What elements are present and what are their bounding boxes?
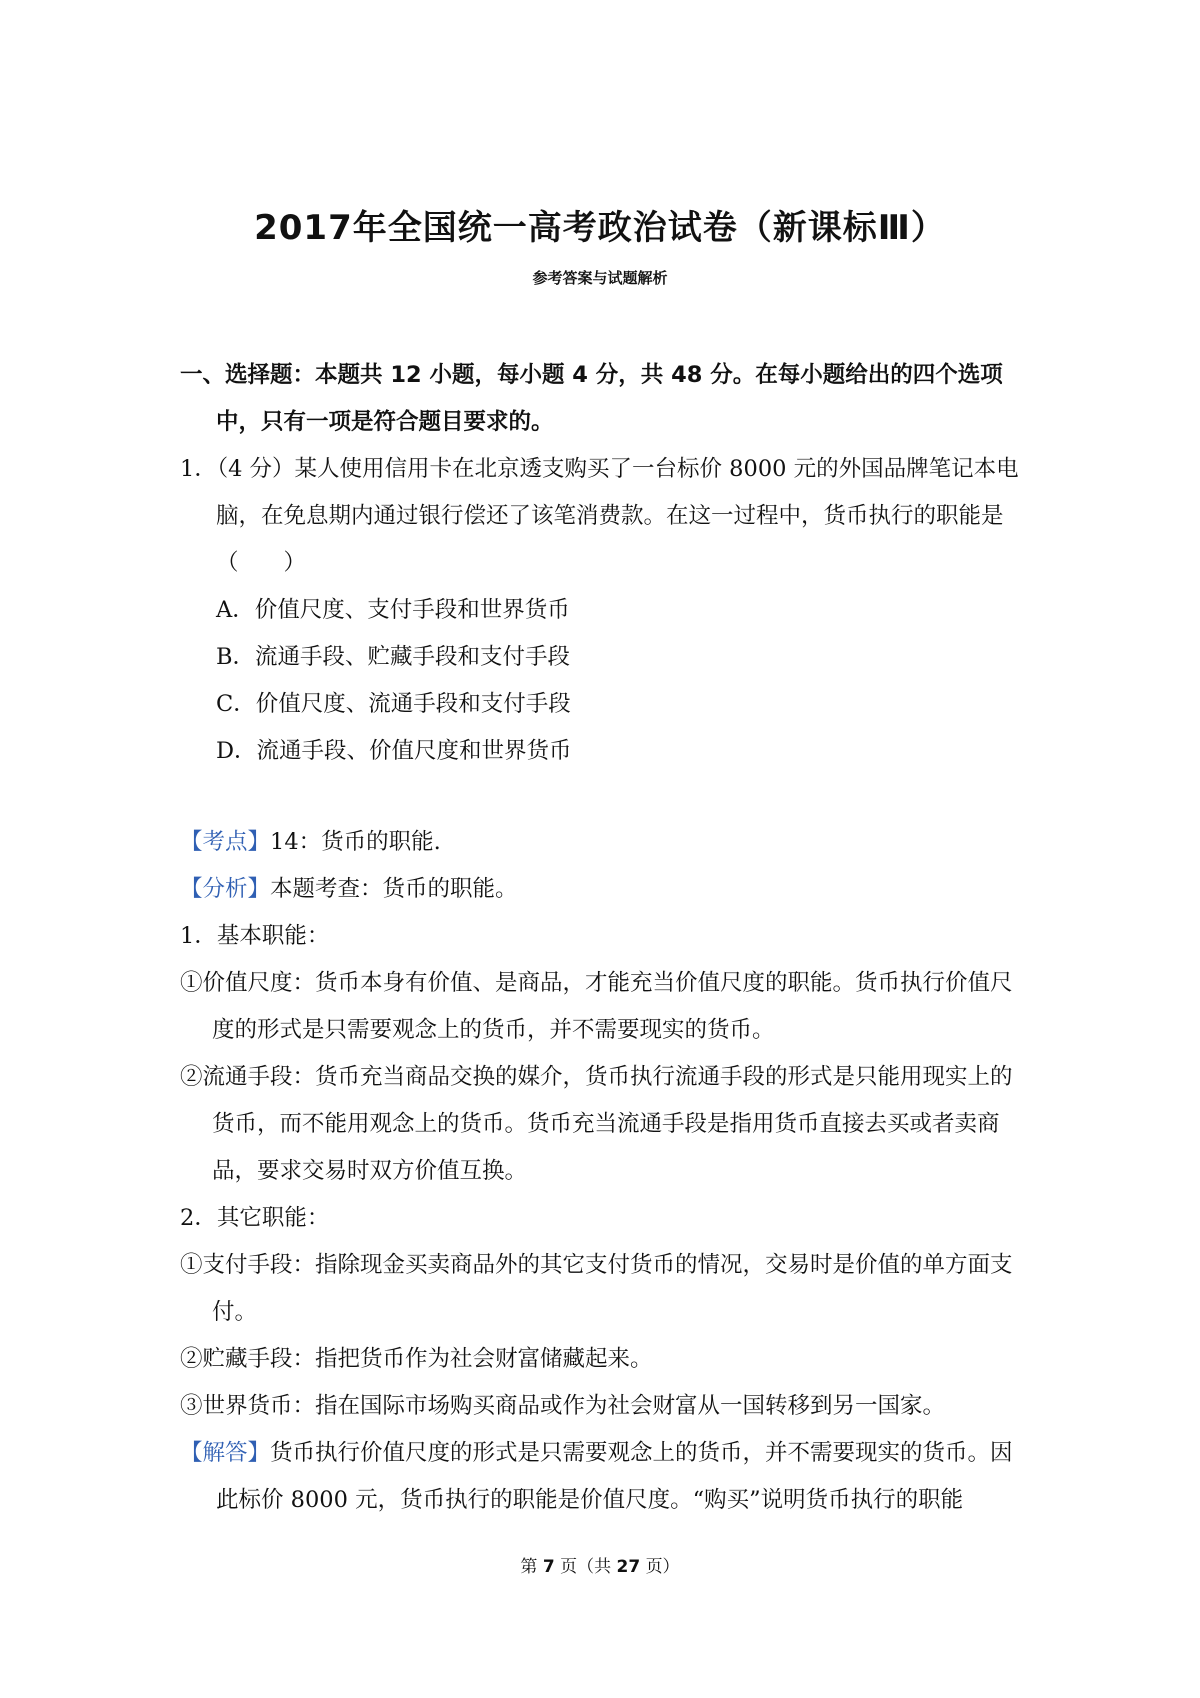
spacer: [180, 775, 1026, 819]
footer-suffix: 页）: [645, 1557, 680, 1577]
footer-total-pages: 27: [616, 1557, 641, 1577]
other-item-world-money: ③世界货币：指在国际市场购买商品或作为社会财富从一国转移到另一国家。: [180, 1393, 946, 1419]
fenxi-line: [180, 866, 1026, 913]
basic-heading: 1．基本职能：: [180, 923, 330, 949]
other-item-payment: ①支付手段：指除现金买卖商品外的其它支付货币的情况，交易时是价值的单方面支付。: [180, 1252, 1013, 1325]
option-d: D．流通手段、价值尺度和世界货币: [216, 738, 572, 764]
basic-item-circulation: ②流通手段：货币充当商品交换的媒介，货币执行流通手段的形式是只能用现实上的货币，而不能用观念上的货币。货币充当流通手段是指用货币直接去买或者卖商品，要求交易时双方价值互换。: [180, 1064, 1013, 1184]
other-heading: 2．其它职能：: [180, 1205, 330, 1231]
page-subtitle: 参考答案与试题解析: [532, 269, 668, 287]
footer-page-number: 7: [542, 1557, 555, 1577]
fenxi-tag: 【分析】: [180, 876, 271, 902]
option-b: B．流通手段、贮藏手段和支付手段: [216, 644, 571, 670]
section-heading: 一、选择题：本题共 12 小题，每小题 4 分，共 48 分。在每小题给出的四个选项中，只有一项是符合题目要求的。: [180, 362, 1003, 435]
document-body: [180, 352, 1026, 1524]
other-item-hoarding: ②贮藏手段：指把货币作为社会财富储藏起来。: [180, 1346, 653, 1372]
question-stem: 1．（4 分）某人使用信用卡在北京透支购买了一台标价 8000 元的外国品牌笔记本电脑，在免息期内通过银行偿还了该笔消费款。在这一过程中，货币执行的职能是（ ）: [180, 456, 1019, 576]
kaodian-text: 14：货币的职能.: [270, 829, 441, 855]
fenxi-text: 本题考查：货币的职能。: [270, 876, 518, 902]
kaodian-line: [180, 819, 1026, 866]
jieda-line: [180, 1430, 1026, 1524]
footer-middle: 页（共: [560, 1557, 612, 1577]
option-c: C．价值尺度、流通手段和支付手段: [216, 691, 571, 717]
option-a: A．价值尺度、支付手段和世界货币: [216, 597, 570, 623]
jieda-tag: 【解答】: [180, 1440, 271, 1466]
footer-prefix: 第: [520, 1557, 538, 1577]
kaodian-tag: 【考点】: [180, 829, 271, 855]
basic-item-value-measure: ①价值尺度：货币本身有价值、是商品，才能充当价值尺度的职能。货币执行价值尺度的形式是只需要观念上的货币，并不需要现实的货币。: [180, 970, 1013, 1043]
page-footer: [0, 1556, 1200, 1578]
page-title: 2017年全国统一高考政治试卷（新课标Ⅲ）: [254, 208, 946, 248]
jieda-text: 货币执行价值尺度的形式是只需要观念上的货币，并不需要现实的货币。因此标价 8000 元，货币执行的职能是价值尺度。“购买”说明货币执行的职能: [216, 1440, 1013, 1513]
